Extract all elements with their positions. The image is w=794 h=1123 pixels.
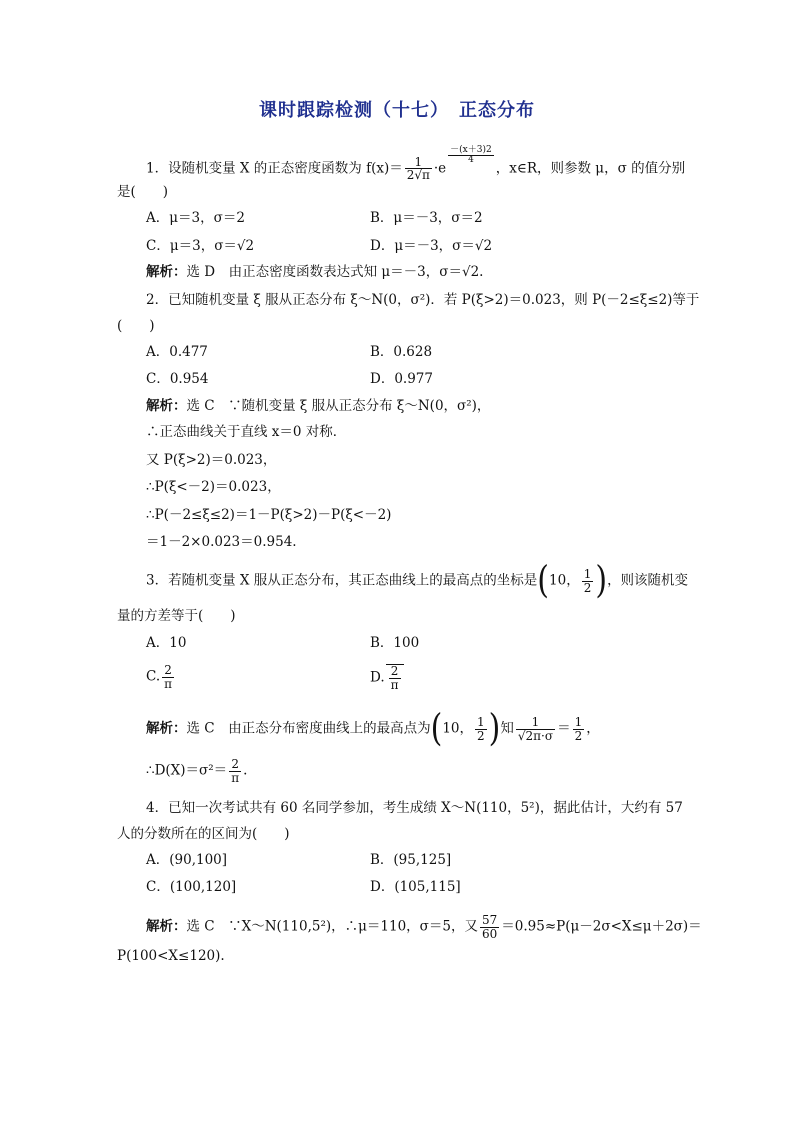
q3-option-a: A．10 xyxy=(146,635,187,651)
q4-option-d: D．(105,115] xyxy=(370,879,461,895)
q4-stem: 4．已知一次考试共有 60 名同学参加，考生成绩 X～N(110，5²)，据此估计，大约有 57 xyxy=(146,800,683,816)
q2-answer-line2: ∴正态曲线关于直线 x＝0 对称． xyxy=(146,424,347,440)
q4-answer-line1: 解析：选 C ∵X～N(110,5²)，∴μ＝110，σ＝5，又 $\frac{57}{60}$ ＝0.95≈P(μ－2σ<X≤μ＋2σ)＝ xyxy=(146,913,702,941)
q3-point-fraction: $\frac{1}{2}$ xyxy=(583,566,592,595)
q4-answer-line2: P(100<X≤120). xyxy=(117,948,225,964)
q2-option-d: D．0.977 xyxy=(370,371,433,387)
q3-stem: 3．若随机变量 X 服从正态分布，其正态曲线上的最高点的坐标是(10， $\frac{1}{2}$ )，则该随机变 xyxy=(146,558,689,603)
q1-exponent: －(x＋3)2 4 xyxy=(450,145,492,166)
sqrt-symbol: $\frac{2}{\pi}$ xyxy=(386,664,404,691)
q3-answer-line1: 解析：选 C 由正态分布密度曲线上的最高点为(10， $\frac{1}{2}$ )知 $\frac{1}{√2\pi\cdot\sigma}$ ＝ $\frac{1}{2}$ ， xyxy=(146,706,600,751)
q1-option-d: D．μ＝－3，σ＝√2 xyxy=(370,238,493,254)
q1-stem: 1．设随机变量 X 的正态密度函数为 f(x)＝ $\frac{1}{2√\pi}$ ·e $^{\frac{-(x+3)2}{4}}$ ，x∈R，则参数 μ，σ 的值分别 xyxy=(146,145,686,183)
q2-answer-line1: 解析：选 C ∵随机变量 ξ 服从正态分布 ξ～N(0，σ²)， xyxy=(146,398,491,414)
q4-option-b: B．(95,125] xyxy=(370,852,452,868)
q3-option-c: C. $\frac{2}{\pi}$ xyxy=(146,663,173,691)
q1-stem-cont: 是( ) xyxy=(117,184,169,200)
q1-answer: 解析：选 D 由正态密度函数表达式知 μ＝－3，σ＝√2. xyxy=(146,264,484,280)
q3-option-d: D. $\frac{2}{\pi}$ xyxy=(370,664,404,691)
page-title: 课时跟踪检测（十七） 正态分布 xyxy=(259,100,535,121)
q2-answer-line3: 又 P(ξ>2)＝0.023， xyxy=(146,452,277,468)
q1-option-b: B．μ＝－3，σ＝2 xyxy=(370,210,483,226)
q2-answer-line5: ∴P(－2≤ξ≤2)＝1－P(ξ>2)－P(ξ<－2) xyxy=(146,507,392,523)
q1-coef-fraction: $\frac{1}{2√\pi}$ xyxy=(406,154,430,183)
q4-option-c: C．(100,120] xyxy=(146,879,237,895)
q4-option-a: A．(90,100] xyxy=(146,852,228,868)
q2-stem-cont: ( ) xyxy=(117,318,155,334)
q1-option-a: A．μ＝3，σ＝2 xyxy=(146,210,245,226)
q2-answer-line4: ∴P(ξ<－2)＝0.023， xyxy=(146,479,281,495)
q2-stem: 2．已知随机变量 ξ 服从正态分布 ξ～N(0，σ²)．若 P(ξ>2)＝0.023，则 P(－2≤ξ≤2)等于 xyxy=(146,292,700,308)
q2-option-b: B．0.628 xyxy=(370,344,433,360)
q4-stem-cont: 人的分数所在的区间为( ) xyxy=(117,826,290,842)
q2-answer-line6: ＝1－2×0.023＝0.954. xyxy=(146,534,297,550)
q3-answer-line2: ∴D(X)＝σ²＝ $\frac{2}{\pi}$ . xyxy=(146,757,248,785)
q3-stem-cont: 量的方差等于( ) xyxy=(117,608,236,624)
q2-option-a: A．0.477 xyxy=(146,344,208,360)
q1-option-c: C．μ＝3，σ＝√2 xyxy=(146,238,255,254)
q2-option-c: C．0.954 xyxy=(146,371,209,387)
q3-option-b: B．100 xyxy=(370,635,420,651)
